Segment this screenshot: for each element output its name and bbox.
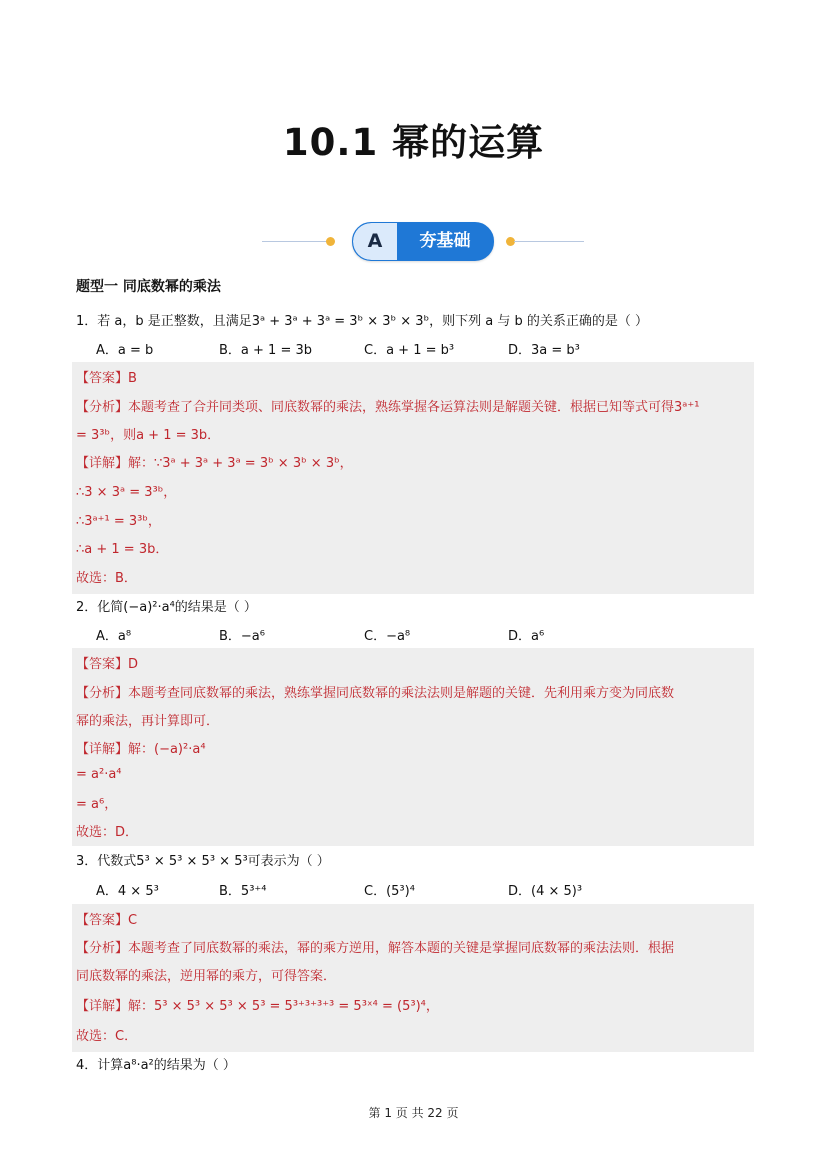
question-1-detail-line-1: 【详解】解：∵3ᵃ + 3ᵃ + 3ᵃ = 3ᵇ × 3ᵇ × 3ᵇ， — [76, 456, 353, 471]
question-2-stem: 2．化简(−a)²·a⁴的结果是（ ） — [76, 600, 257, 615]
question-1-detail-line-4: ∴a + 1 = 3b． — [76, 542, 169, 557]
badge-label: 夯基础 — [419, 231, 471, 251]
question-1-option-c: C．a + 1 = b³ — [364, 343, 455, 358]
question-2-option-a: A．a⁸ — [96, 629, 132, 644]
question-1-answer: 【答案】B — [76, 371, 137, 386]
question-3-option-b: B．5³⁺⁴ — [219, 884, 267, 899]
question-2-analysis-line-2: 幂的乘法，再计算即可． — [76, 714, 220, 729]
question-2-option-b: B．−a⁶ — [219, 629, 265, 644]
question-4-stem: 4．计算a⁸·a²的结果为（ ） — [76, 1058, 236, 1073]
question-1-option-b: B．a + 1 = 3b — [219, 343, 312, 358]
question-3-detail-line-2: 故选：C． — [76, 1029, 138, 1044]
question-1-analysis-line-2: = 3³ᵇ，则a + 1 = 3b． — [76, 428, 221, 443]
question-3-stem: 3．代数式5³ × 5³ × 5³ × 5³可表示为（ ） — [76, 854, 330, 869]
banner-line-left — [262, 241, 332, 242]
question-3-detail-line-1: 【详解】解：5³ × 5³ × 5³ × 5³ = 5³⁺³⁺³⁺³ = 5³ˣ⁴ = (5³)⁴， — [76, 999, 439, 1014]
badge-letter: A — [353, 223, 397, 260]
question-1-option-a: A．a = b — [96, 343, 154, 358]
document-title: 10.1 幂的运算 — [282, 121, 545, 164]
question-1-detail-line-2: ∴3 × 3ᵃ = 3³ᵇ， — [76, 485, 177, 500]
question-2-detail-line-4: 故选：D． — [76, 825, 139, 840]
question-3-answer: 【答案】C — [76, 913, 138, 928]
question-1-detail-line-3: ∴3ᵃ⁺¹ = 3³ᵇ， — [76, 514, 161, 529]
question-3-option-d: D．(4 × 5)³ — [508, 884, 583, 899]
question-1-option-d: D．3a = b³ — [508, 343, 580, 358]
section-heading: 题型一 同底数幂的乘法 — [76, 279, 221, 295]
question-2-detail-line-2: = a²·a⁴ — [76, 767, 122, 782]
banner-dot-left — [326, 237, 335, 246]
question-3-option-c: C．(5³)⁴ — [364, 884, 415, 899]
question-2-answer: 【答案】D — [76, 657, 139, 672]
question-3-option-a: A．4 × 5³ — [96, 884, 159, 899]
question-2-option-d: D．a⁶ — [508, 629, 545, 644]
section-badge — [352, 222, 494, 261]
question-1-detail-line-5: 故选：B． — [76, 571, 137, 586]
question-2-detail-line-3: = a⁶， — [76, 797, 118, 812]
banner-line-right — [514, 241, 584, 242]
question-3-analysis-line-1: 【分析】本题考查了同底数幂的乘法，幂的乘方逆用，解答本题的关键是掌握同底数幂的乘法法则．根据 — [76, 941, 675, 956]
question-2-detail-line-1: 【详解】解：(−a)²·a⁴ — [76, 742, 206, 757]
question-1-analysis-line-1: 【分析】本题考查了合并同类项、同底数幂的乘法，熟练掌握各运算法则是解题关键．根据已知等式可得3ᵃ⁺¹ — [76, 400, 700, 415]
question-1-stem: 1．若 a，b 是正整数，且满足3ᵃ + 3ᵃ + 3ᵃ = 3ᵇ × 3ᵇ × 3ᵇ，则下列 a 与 b 的关系正确的是（ ） — [76, 314, 649, 329]
question-2-option-c: C．−a⁸ — [364, 629, 411, 644]
question-2-analysis-line-1: 【分析】本题考查同底数幂的乘法，熟练掌握同底数幂的乘法法则是解题的关键．先利用乘方变为同底数 — [76, 686, 675, 701]
page-footer: 第 1 页 共 22 页 — [368, 1106, 459, 1120]
question-3-analysis-line-2: 同底数幂的乘法，逆用幂的乘方，可得答案． — [76, 969, 337, 984]
